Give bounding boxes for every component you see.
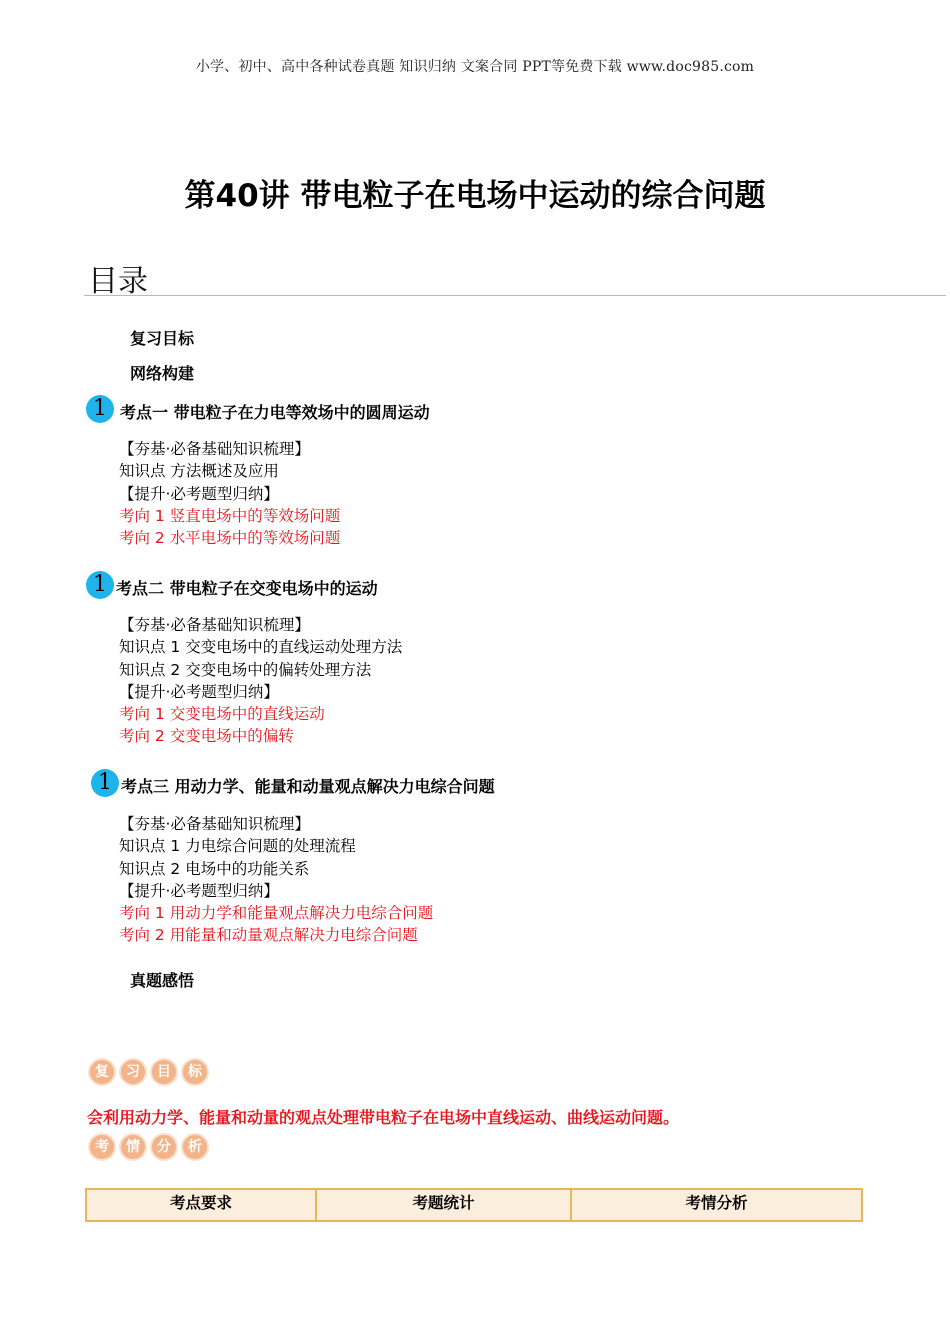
toc-subitem[interactable]: 知识点 2 电场中的功能关系 — [119, 859, 310, 878]
toc-subitem[interactable]: 知识点 方法概述及应用 — [119, 462, 279, 481]
number-badge-icon: 1 — [86, 395, 114, 423]
tag-char: 析 — [181, 1133, 209, 1161]
number-badge-icon: 1 — [91, 769, 119, 797]
tag-char: 情 — [119, 1133, 147, 1161]
toc-subitem[interactable]: 考向 1 用动力学和能量观点解决力电综合问题 — [119, 904, 434, 923]
tag-char: 复 — [88, 1058, 116, 1086]
toc-subitem[interactable]: 考向 1 交变电场中的直线运动 — [119, 705, 325, 724]
document-title: 第40讲 带电粒子在电场中运动的综合问题 — [184, 178, 766, 214]
table-header-cell: 考情分析 — [685, 1194, 748, 1212]
toc-subitem[interactable]: 知识点 2 交变电场中的偏转处理方法 — [119, 660, 372, 679]
toc-heading: 目录 — [88, 264, 148, 299]
toc-subitem[interactable]: 考向 1 竖直电场中的等效场问题 — [119, 506, 341, 525]
analysis-table — [85, 1188, 863, 1222]
section-1-items — [119, 438, 340, 549]
tag-char: 标 — [181, 1058, 209, 1086]
toc-divider — [84, 295, 946, 296]
toc-subitem[interactable]: 【夯基·必备基础知识梳理】 — [119, 440, 310, 458]
toc-subitem[interactable]: 考向 2 用能量和动量观点解决力电综合问题 — [119, 926, 418, 945]
toc-subitem[interactable]: 考向 2 水平电场中的等效场问题 — [119, 529, 341, 548]
section-3-items — [119, 813, 433, 947]
toc-subitem[interactable]: 考向 2 交变电场中的偏转 — [119, 727, 294, 746]
number-badge-icon: 1 — [86, 571, 114, 599]
toc-link-network[interactable]: 网络构建 — [130, 364, 195, 383]
table-header-cell: 考点要求 — [87, 1190, 317, 1220]
toc-link-real-questions[interactable]: 真题感悟 — [130, 971, 195, 990]
table-header-cell: 考题统计 — [317, 1190, 572, 1220]
tag-char: 目 — [150, 1058, 178, 1086]
page-header: 小学、初中、高中各种试卷真题 知识归纳 文案合同 PPT等免费下载 www.doc985.com — [195, 59, 755, 75]
toc-subitem[interactable]: 【提升·必考题型归纳】 — [119, 484, 279, 503]
tag-char: 习 — [119, 1058, 147, 1086]
tag-char: 考 — [88, 1133, 116, 1161]
toc-subitem[interactable]: 【夯基·必备基础知识梳理】 — [119, 815, 310, 833]
toc-subitem[interactable]: 【提升·必考题型归纳】 — [119, 682, 279, 701]
section-title: 考点三 用动力学、能量和动量观点解决力电综合问题 — [121, 777, 495, 796]
review-goal-tag — [88, 1058, 212, 1090]
section-title: 考点二 带电粒子在交变电场中的运动 — [116, 579, 378, 598]
toc-subitem[interactable]: 【夯基·必备基础知识梳理】 — [119, 616, 310, 634]
toc-subitem[interactable]: 【提升·必考题型归纳】 — [119, 881, 279, 900]
toc-subitem[interactable]: 知识点 1 交变电场中的直线运动处理方法 — [119, 638, 403, 657]
toc-link-review-goal[interactable]: 复习目标 — [130, 329, 195, 348]
exam-analysis-tag — [88, 1133, 212, 1165]
review-goal-text: 会利用动力学、能量和动量的观点处理带电粒子在电场中直线运动、曲线运动问题。 — [87, 1108, 680, 1127]
section-title: 考点一 带电粒子在力电等效场中的圆周运动 — [120, 403, 430, 422]
toc-subitem[interactable]: 知识点 1 力电综合问题的处理流程 — [119, 837, 356, 856]
section-2-items — [119, 614, 402, 748]
tag-char: 分 — [150, 1133, 178, 1161]
